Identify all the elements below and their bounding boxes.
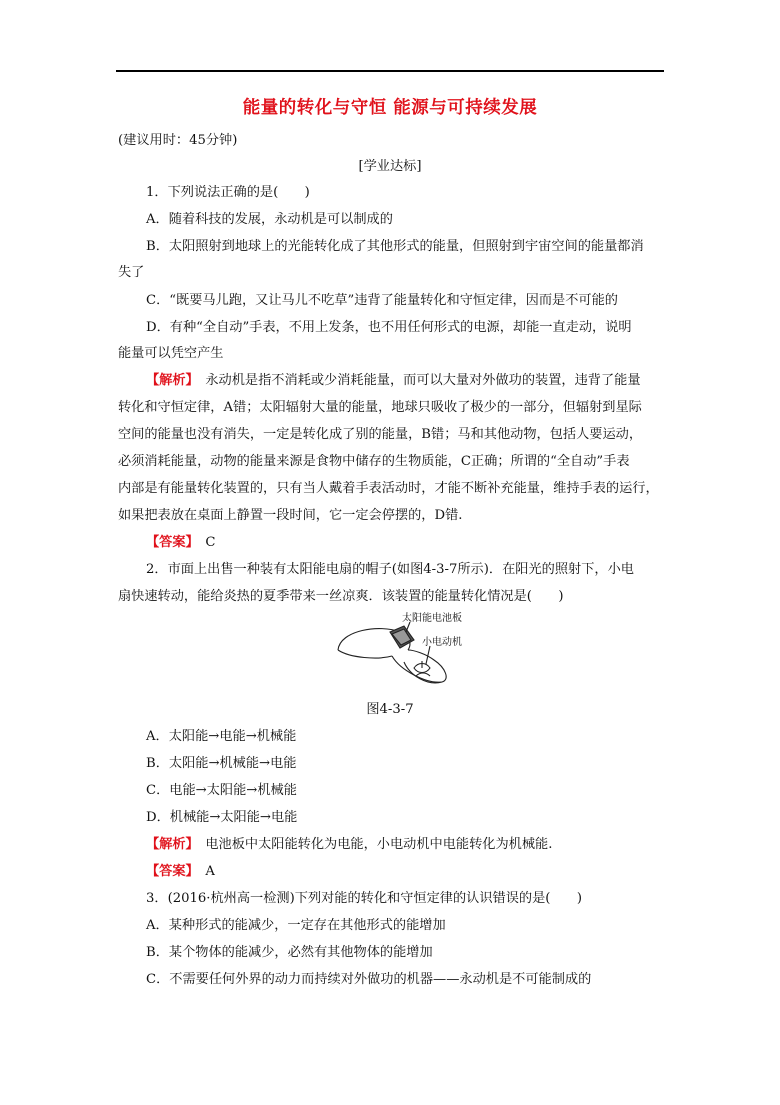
figure-label-solar-panel: 太阳能电池板 [402,613,462,624]
q1-answer-value: C [205,535,216,550]
q2-stem-line1: 2．市面上出售一种装有太阳能电扇的帽子(如图4-3-7所示)．在阳光的照射下，小电 [146,562,634,577]
q2-option-b: B．太阳能→机械能→电能 [146,756,297,771]
q3-option-a: A．某种形式的能减少，一定存在其他形式的能增加 [146,918,446,933]
figure-label-motor: 小电动机 [422,637,462,648]
q1-stem: 1．下列说法正确的是( ) [146,185,310,200]
q2-answer-value: A [205,864,215,879]
q3-option-c: C．不需要任何外界的动力而持续对外做功的机器——永动机是不可能制成的 [146,972,592,987]
section-heading: [学业达标] [358,159,422,174]
q1-analysis-line6: 如果把表放在桌面上静置一段时间，它一定会停摆的，D错. [118,508,463,523]
q1-option-b-line2: 失了 [118,265,145,280]
q1-option-d-line2: 能量可以凭空产生 [118,346,224,361]
q2-analysis [146,836,552,854]
q1-analysis-line4: 必须消耗能量，动物的能量来源是食物中储存的生物质能，C正确；所谓的“全自动”手表 [118,454,630,469]
q1-analysis-line2: 转化和守恒定律，A错；太阳辐射大量的能量，地球只吸收了极少的一部分，但辐射到星际 [118,400,642,415]
solar-fan-hat-figure [330,610,480,694]
q1-analysis-line5: 内部是有能量转化装置的，只有当人戴着手表活动时，才能不断补充能量，维持手表的运行， [118,481,659,496]
q1-answer [146,534,215,552]
q2-analysis-tag: 【解析】 [146,837,199,852]
q2-stem-line2: 扇快速转动，能给炎热的夏季带来一丝凉爽．该装置的能量转化情况是( ) [118,589,564,604]
q3-stem: 3．(2016·杭州高一检测)下列对能的转化和守恒定律的认识错误的是( ) [146,891,582,906]
q2-option-c: C．电能→太阳能→机械能 [146,783,297,798]
q1-option-a: A．随着科技的发展，永动机是可以制成的 [146,212,393,227]
q2-option-a: A．太阳能→电能→机械能 [146,729,297,744]
q2-option-d: D．机械能→太阳能→电能 [146,810,298,825]
q1-option-b-line1: B．太阳照射到地球上的光能转化成了其他形式的能量，但照射到宇宙空间的能量都消 [146,239,644,254]
header-rule [116,70,664,72]
suggested-time: (建议用时：45分钟) [118,133,238,148]
q1-analysis-line1 [146,372,641,390]
q1-analysis-line3: 空间的能量也没有消失，一定是转化成了别的能量，B错；马和其他动物，包括人要运动， [118,427,642,442]
q3-option-b: B．某个物体的能减少，必然有其他物体的能增加 [146,945,433,960]
q2-analysis-text: 电池板中太阳能转化为电能，小电动机中电能转化为机械能. [205,837,553,852]
q2-answer [146,863,215,881]
q1-analysis-tag: 【解析】 [146,373,199,388]
figure-caption: 图4-3-7 [366,702,414,717]
page-title: 能量的转化与守恒 能源与可持续发展 [242,98,538,118]
q2-answer-tag: 【答案】 [146,864,199,879]
q1-analysis-text: 永动机是指不消耗或少消耗能量，而可以大量对外做功的装置，违背了能量 [205,373,641,388]
q1-option-d-line1: D．有种“全自动”手表，不用上发条，也不用任何形式的电源，却能一直走动，说明 [146,320,632,335]
q1-answer-tag: 【答案】 [146,535,199,550]
q1-option-c: C．“既要马儿跑，又让马儿不吃草”违背了能量转化和守恒定律，因而是不可能的 [146,293,618,308]
